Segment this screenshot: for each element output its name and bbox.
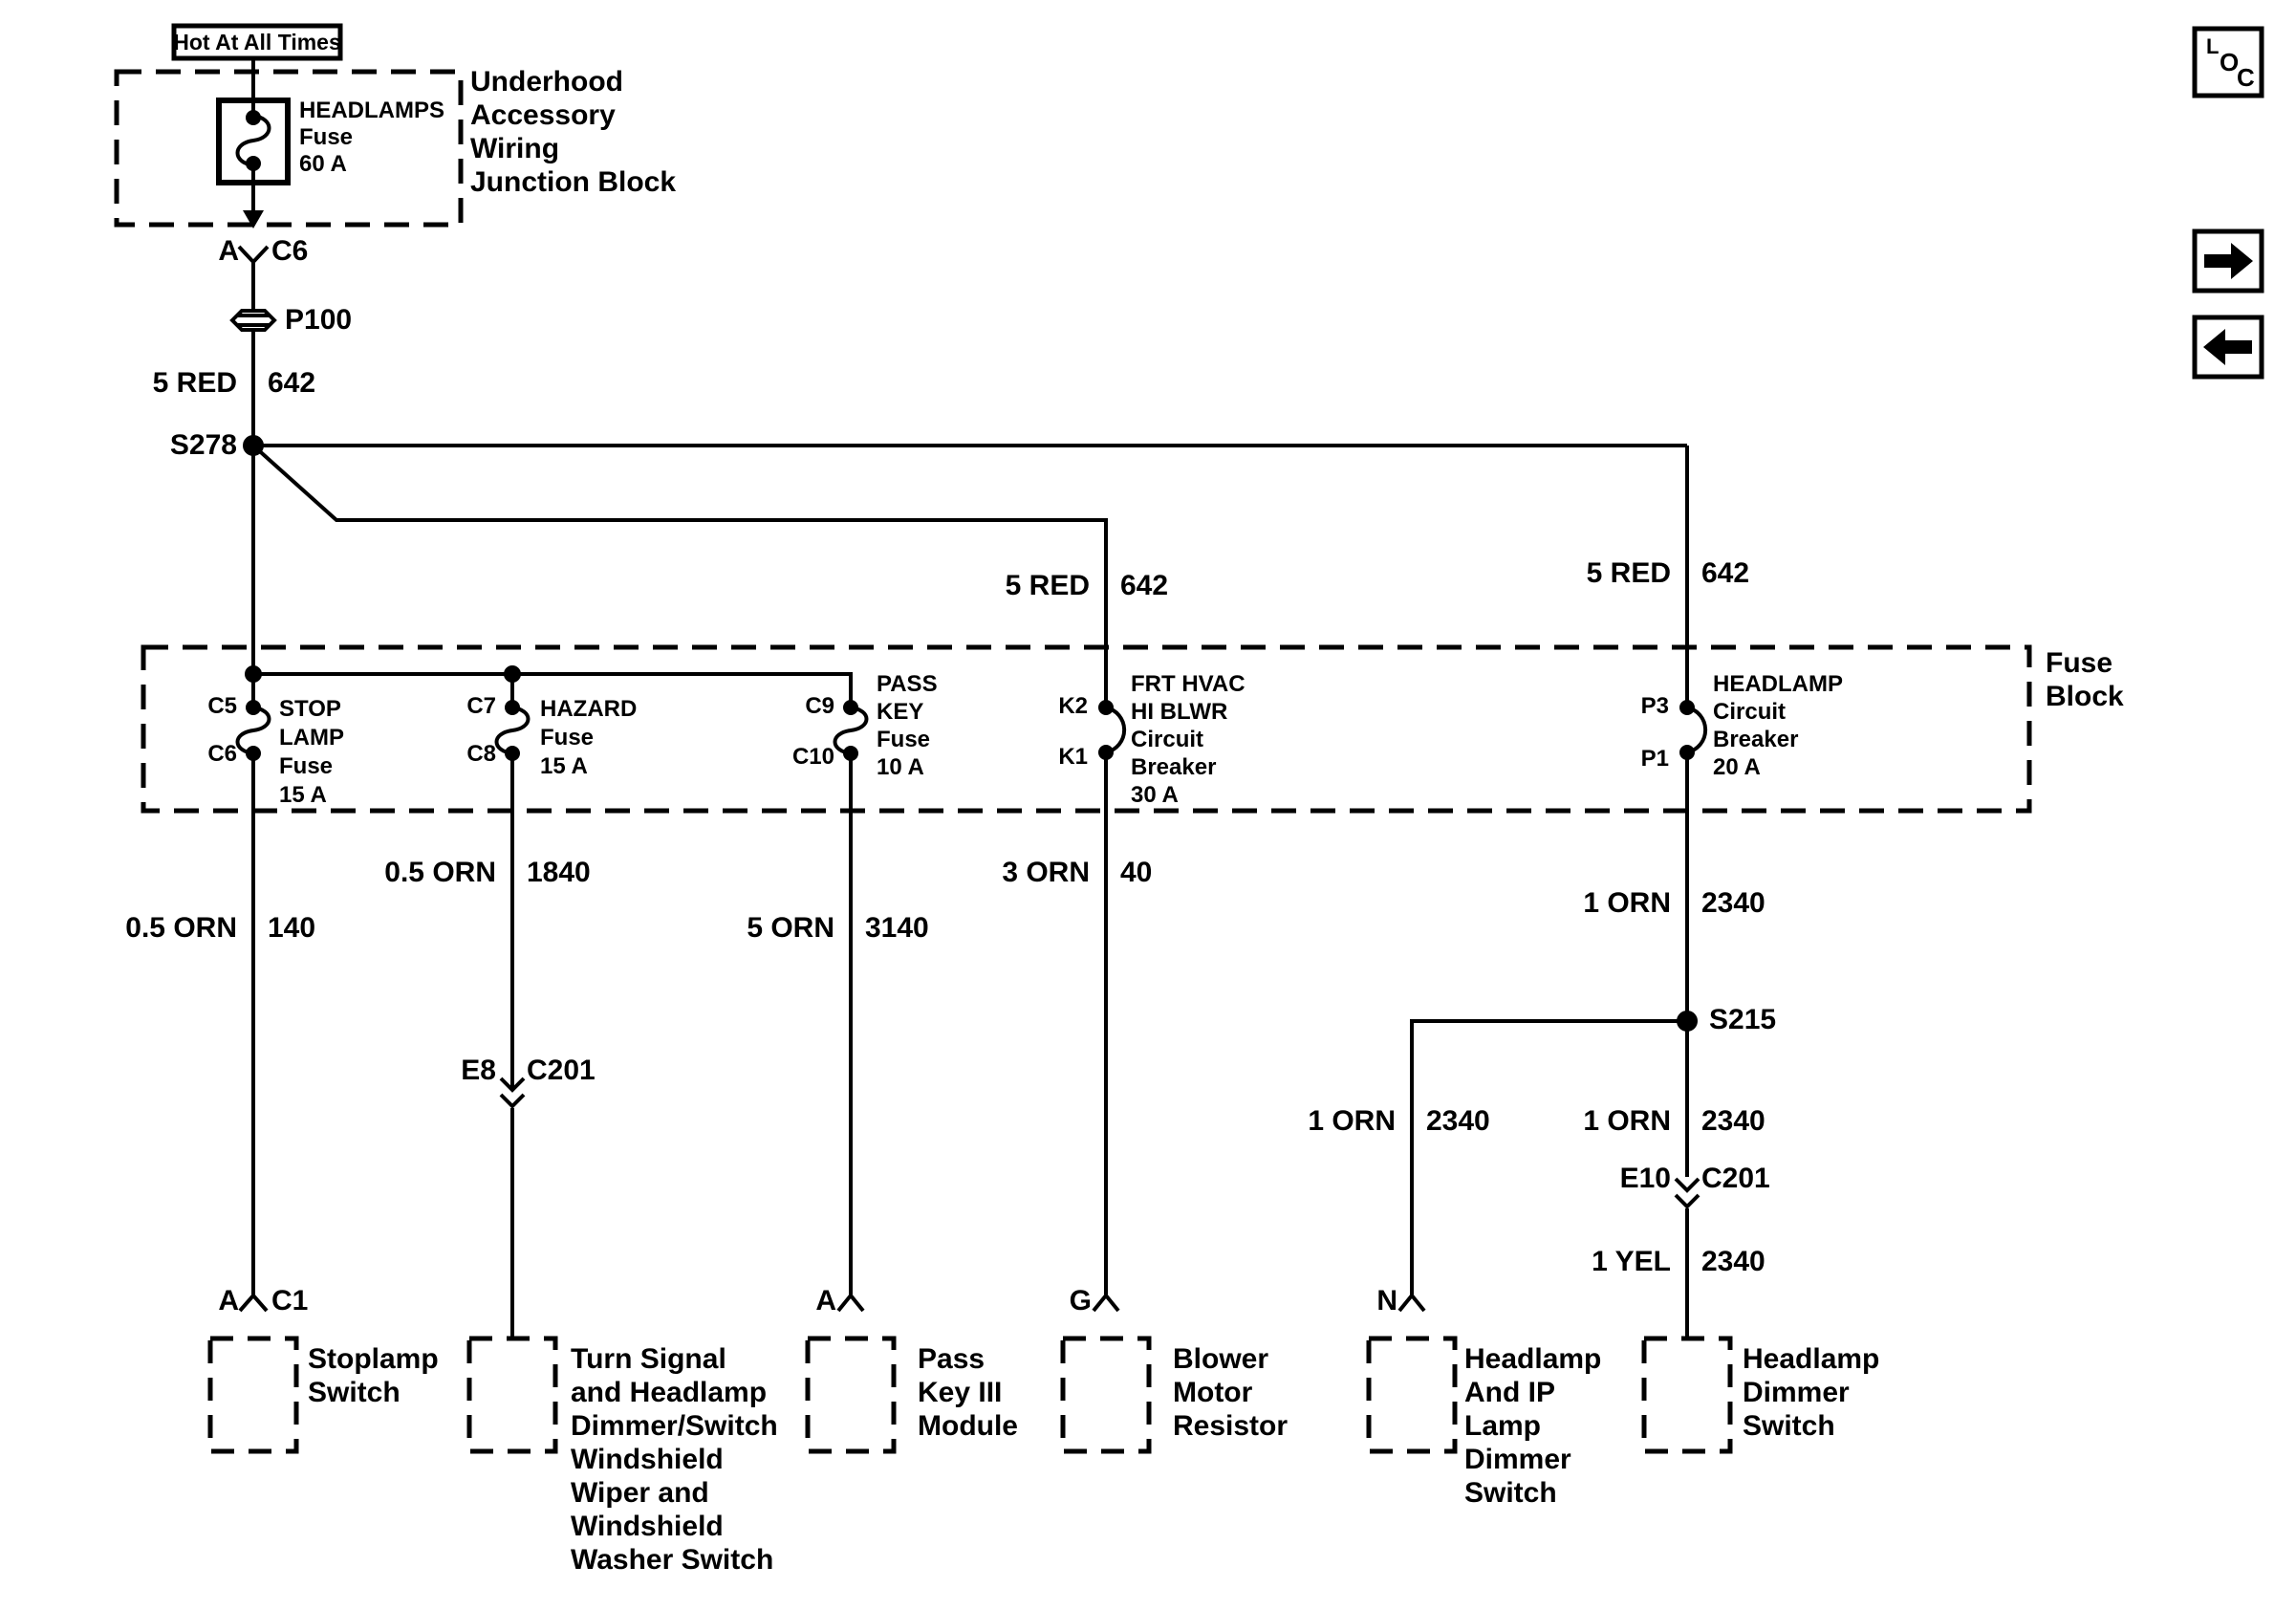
wire-circuit-label: 140	[268, 912, 316, 944]
next-button[interactable]	[2195, 231, 2262, 291]
connector-chevron-icon-blower	[1094, 1295, 1118, 1311]
wire-circuit-label: 40	[1120, 857, 1153, 888]
component-caption-headlamp-ip-dimmer	[1464, 1342, 1601, 1510]
fuse-pin-label: K1	[1058, 744, 1088, 770]
component-pin-label: G	[1069, 1285, 1092, 1316]
connector-chevron-icon-c6	[239, 247, 268, 262]
fuse-caption-line: STOP	[279, 696, 341, 722]
stoplamp-switch-box	[210, 1338, 296, 1451]
fuse-caption-line: Fuse	[540, 725, 595, 751]
component-caption-line: Stoplamp	[308, 1343, 439, 1375]
loc-letter: O	[2220, 48, 2240, 76]
wire-circuit-label: 2340	[1701, 1246, 1765, 1277]
headlamps-fuse-name: HEADLAMPS	[299, 98, 445, 123]
connector-chevron-icon-e10	[1676, 1179, 1699, 1207]
component-caption-line: Switch	[1743, 1410, 1835, 1442]
headlamps-fuse-symbol	[219, 58, 288, 228]
fuse-caption-line: LAMP	[279, 725, 344, 751]
connector-chevron-icon-n	[1399, 1295, 1424, 1311]
hot-at-all-times-banner: Hot At All Times	[173, 29, 341, 54]
component-pin-label: A	[815, 1285, 836, 1316]
component-caption-line: Blower	[1173, 1343, 1269, 1375]
fuse-caption-stop-lamp	[279, 695, 344, 810]
breaker-caption-line: Circuit	[1713, 699, 1787, 725]
wire-gauge-label: 0.5 ORN	[384, 857, 496, 888]
loc-letter: L	[2206, 34, 2220, 58]
caption-line: Junction Block	[470, 166, 677, 198]
component-caption-line: Headlamp	[1464, 1343, 1602, 1375]
breaker-caption-line: HEADLAMP	[1713, 671, 1843, 697]
component-caption-line: And IP	[1464, 1377, 1555, 1408]
junction-block-caption	[470, 65, 676, 199]
connector-name-label: C201	[527, 1055, 596, 1086]
component-pin-label: A	[218, 1285, 239, 1316]
wire-gauge-label: 1 ORN	[1583, 1105, 1671, 1137]
wire-circuit-label: 642	[1701, 557, 1750, 589]
headlamp-dimmer-switch-box	[1644, 1338, 1730, 1451]
fuse-caption-hazard	[540, 695, 637, 781]
wire-gauge-label: 0.5 ORN	[125, 912, 237, 944]
wire-gauge-label: 1 YEL	[1592, 1246, 1671, 1277]
component-caption-line: Lamp	[1464, 1410, 1542, 1442]
fuse-pin-label: P1	[1640, 746, 1669, 772]
fuse-caption-line: HAZARD	[540, 696, 638, 722]
component-caption-line: Turn Signal	[571, 1343, 726, 1375]
fuse-caption-line: 15 A	[279, 782, 327, 808]
prev-button[interactable]	[2195, 317, 2262, 377]
fuse-caption-line: 15 A	[540, 753, 588, 779]
fuse-caption-line: 10 A	[877, 754, 924, 780]
caption-line: Accessory	[470, 99, 616, 131]
component-pin-label: N	[1376, 1285, 1397, 1316]
bus-junction-dot	[247, 667, 260, 681]
fuse-caption-line: Fuse	[279, 753, 334, 779]
component-caption-line: Module	[918, 1410, 1018, 1442]
turn-signal-switch-box	[469, 1338, 555, 1451]
fuse-block-title	[2046, 646, 2124, 713]
component-caption-turn-signal-switch	[571, 1342, 778, 1577]
wire-circuit-label: 2340	[1426, 1105, 1490, 1137]
connector-chevron-icon-pass-key	[838, 1295, 863, 1311]
breaker-caption-line: Breaker	[1131, 754, 1217, 780]
component-caption-line: Washer Switch	[571, 1544, 774, 1576]
fuse-block-title-line: Fuse	[2046, 647, 2113, 679]
breaker-caption-line: FRT HVAC	[1131, 671, 1245, 697]
wire-gauge-label: 5 RED	[152, 367, 237, 399]
component-caption-headlamp-dimmer-switch	[1743, 1342, 1879, 1443]
p100-label: P100	[285, 304, 353, 336]
wire-circuit-label: 642	[268, 367, 316, 399]
connector-chevron-icon-c1	[240, 1295, 267, 1311]
breaker-symbol-frt-hvac	[1100, 702, 1124, 758]
component-caption-line: Windshield	[571, 1444, 724, 1475]
fuse-caption-pass-key	[877, 670, 938, 781]
component-caption-line: Switch	[1464, 1477, 1557, 1509]
fuse-pin-label: C10	[791, 744, 834, 770]
fuse-symbol-stop-lamp	[238, 702, 270, 759]
fuse-pin-label: C7	[466, 693, 496, 719]
fuse-terminal-dot	[248, 112, 259, 123]
connector-name-label: C6	[271, 235, 309, 267]
component-caption-line: Pass	[918, 1343, 986, 1375]
breaker-caption-line: Circuit	[1131, 727, 1204, 752]
fuse-pin-label: K2	[1058, 693, 1088, 719]
caption-line: Wiring	[470, 133, 560, 164]
connector-pin-label: E10	[1619, 1163, 1671, 1194]
pass-key-module-box	[808, 1338, 894, 1451]
component-caption-line: Dimmer	[1743, 1377, 1850, 1408]
splice-label-s215: S215	[1709, 1004, 1777, 1035]
component-caption-line: Key III	[918, 1377, 1003, 1408]
component-caption-line: and Headlamp	[571, 1377, 768, 1408]
wire-gauge-label: 3 ORN	[1002, 857, 1090, 888]
wire-gauge-label: 5 RED	[1005, 570, 1090, 601]
headlamps-fuse-kind: Fuse	[299, 124, 354, 150]
wire-circuit-label: 642	[1120, 570, 1169, 601]
component-caption-line: Dimmer/Switch	[571, 1410, 778, 1442]
fuse-pin-label: C6	[207, 741, 237, 767]
connector-pin-label: A	[218, 235, 239, 267]
blower-motor-resistor-box	[1063, 1338, 1149, 1451]
breaker-caption-line: 30 A	[1131, 782, 1179, 808]
fuse-caption-line: KEY	[877, 699, 924, 725]
component-caption-line: Windshield	[571, 1511, 724, 1542]
fuse-pin-label: C9	[805, 693, 834, 719]
component-caption-line: Motor	[1173, 1377, 1253, 1408]
fuse-pin-label: C8	[466, 741, 496, 767]
wire-circuit-label: 2340	[1701, 1105, 1765, 1137]
headlamps-fuse-rating: 60 A	[299, 151, 347, 177]
fuse-symbol-pass-key	[835, 702, 867, 759]
connector-name-label: C201	[1701, 1163, 1770, 1194]
connector-pin-label: E8	[461, 1055, 496, 1086]
fuse-block-title-line: Block	[2046, 681, 2124, 712]
component-conn-label: C1	[271, 1285, 309, 1316]
component-caption-line: Wiper and	[571, 1477, 709, 1509]
breaker-caption-line: HI BLWR	[1131, 699, 1228, 725]
component-caption-blower-motor-resistor	[1173, 1342, 1288, 1443]
wire-gauge-label: 1 ORN	[1583, 887, 1671, 919]
wire-circuit-label: 1840	[527, 857, 591, 888]
splice-label-s278: S278	[169, 429, 237, 461]
wire-circuit-label: 2340	[1701, 887, 1765, 919]
breaker-caption-headlamp	[1713, 670, 1843, 781]
breaker-caption-frt-hvac	[1131, 670, 1245, 809]
wire-gauge-label: 5 RED	[1586, 557, 1671, 589]
wire-circuit-label: 3140	[865, 912, 929, 944]
fuse-caption-line: Fuse	[877, 727, 931, 752]
fuse-pin-label: P3	[1640, 693, 1669, 719]
component-caption-line: Headlamp	[1743, 1343, 1880, 1375]
breaker-caption-line: 20 A	[1713, 754, 1761, 780]
component-caption-pass-key-module	[918, 1342, 1018, 1443]
caption-line: Underhood	[470, 66, 623, 98]
breaker-caption-line: Breaker	[1713, 727, 1799, 752]
loc-button[interactable]	[2195, 29, 2262, 96]
p100-grommet-icon	[232, 311, 274, 330]
wire-gauge-label: 1 ORN	[1308, 1105, 1396, 1137]
fuse-symbol-hazard	[497, 702, 529, 759]
component-caption-line: Resistor	[1173, 1410, 1289, 1442]
fuse-pin-label: C5	[207, 693, 237, 719]
component-caption-line: Dimmer	[1464, 1444, 1571, 1475]
wire-gauge-label: 5 ORN	[747, 912, 834, 944]
breaker-symbol-headlamp	[1681, 702, 1705, 758]
component-caption-stoplamp-switch	[308, 1342, 439, 1409]
headlamp-ip-dimmer-switch-box	[1369, 1338, 1455, 1451]
fuse-caption-line: PASS	[877, 671, 938, 697]
component-caption-line: Switch	[308, 1377, 401, 1408]
loc-letter: C	[2237, 63, 2255, 92]
